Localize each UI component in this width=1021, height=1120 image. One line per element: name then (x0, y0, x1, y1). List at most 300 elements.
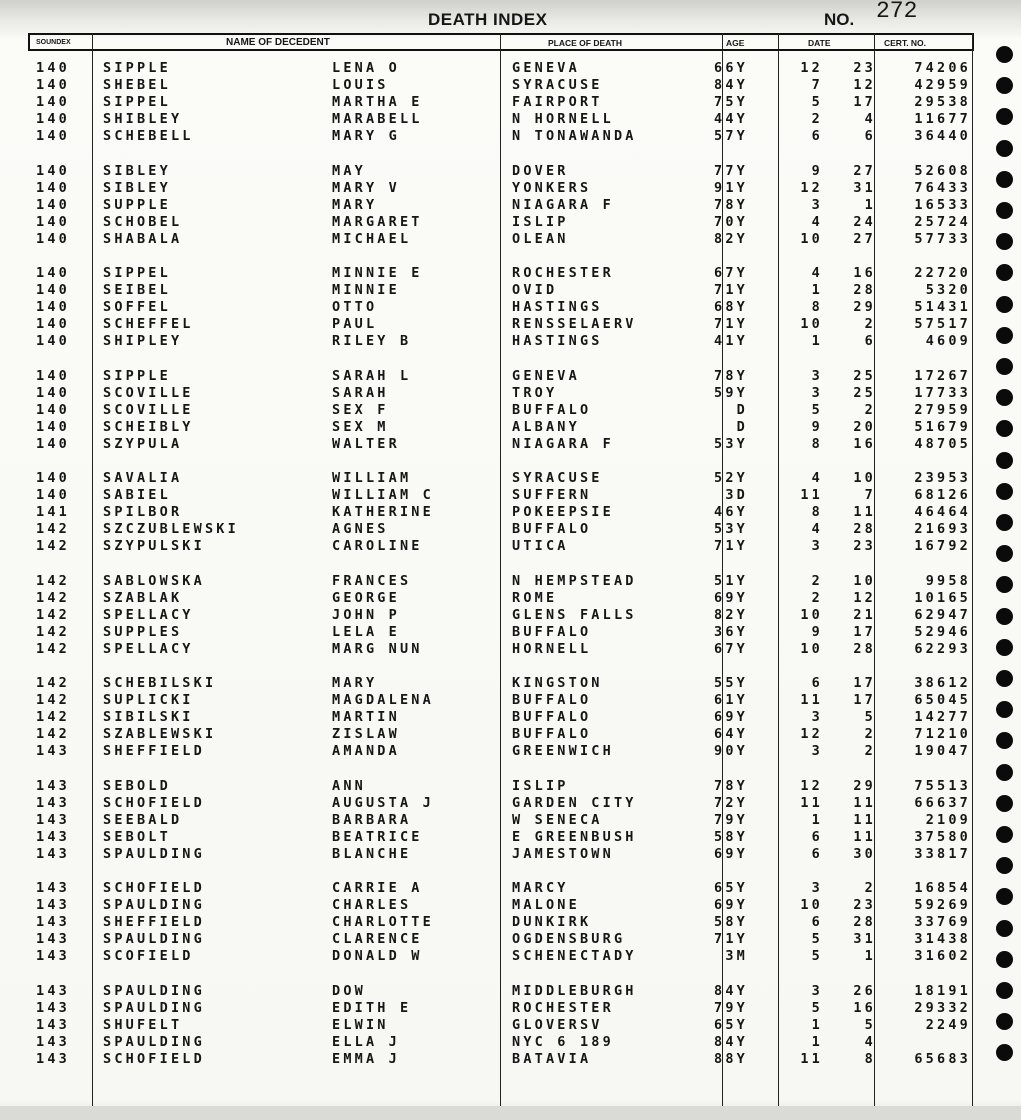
cell-place: RENSSELAERV (512, 316, 637, 333)
cell-cert: 21693 (914, 521, 971, 538)
cell-place: GLOVERSV (512, 1016, 603, 1033)
cell-given: AUGUSTA J (332, 794, 434, 811)
cell-day: 20 (853, 418, 876, 435)
cell-month: 6 (811, 914, 823, 931)
cell-day: 23 (853, 897, 876, 914)
cell-day: 28 (853, 282, 876, 299)
cell-given: MARGARET (332, 213, 423, 230)
feed-hole (996, 327, 1013, 344)
cell-day: 17 (853, 623, 876, 640)
table-row (0, 470, 1021, 487)
cell-cert: 37580 (914, 828, 971, 845)
cell-place: HORNELL (512, 640, 592, 657)
cell-age: 3D (725, 487, 748, 504)
cell-soundex: 142 (36, 726, 70, 743)
cell-age: 57Y (714, 128, 748, 145)
cell-age: 75Y (714, 94, 748, 111)
cell-soundex: 140 (36, 162, 70, 179)
cell-soundex: 140 (36, 316, 70, 333)
cell-month: 3 (811, 538, 823, 555)
cell-day: 28 (853, 640, 876, 657)
cell-day: 29 (853, 299, 876, 316)
cell-given: EDITH E (332, 999, 412, 1016)
cell-surname: SCHEIBLY (103, 418, 194, 435)
cell-age: 84Y (714, 982, 748, 999)
cell-surname: SHIPLEY (103, 333, 183, 350)
cell-day: 28 (853, 521, 876, 538)
table-row (0, 846, 1021, 863)
table-row (0, 931, 1021, 948)
cell-month: 6 (811, 845, 823, 862)
cell-day: 27 (853, 162, 876, 179)
cell-age: 84Y (714, 1033, 748, 1050)
cell-place: SCHENECTADY (512, 948, 637, 965)
cell-given: AMANDA (332, 743, 400, 760)
cell-month: 2 (811, 111, 823, 128)
cell-place: ALBANY (512, 418, 580, 435)
cell-month: 10 (800, 230, 823, 247)
cell-month: 1 (811, 282, 823, 299)
cell-month: 6 (811, 675, 823, 691)
cell-given: SARAH (332, 384, 389, 401)
cell-age: 53Y (714, 521, 748, 538)
cell-cert: 17733 (914, 384, 971, 401)
cell-month: 3 (811, 384, 823, 401)
cell-cert: 65683 (914, 1050, 971, 1067)
cell-day: 10 (853, 470, 876, 486)
cell-age: 88Y (714, 1050, 748, 1067)
cell-place: KINGSTON (512, 675, 603, 691)
cell-age: 82Y (714, 606, 748, 623)
cell-month: 8 (811, 504, 823, 521)
col-header-soundex: SOUNDEX (36, 39, 71, 46)
cell-soundex: 140 (36, 77, 70, 94)
cell-cert: 17267 (914, 367, 971, 384)
cell-surname: SZYPULA (103, 435, 183, 452)
cell-place: SUFFERN (512, 487, 592, 504)
cell-place: W SENECA (512, 811, 603, 828)
cell-day: 5 (864, 1016, 876, 1033)
feed-hole (996, 826, 1013, 843)
col-header-name: NAME OF DECEDENT (226, 37, 330, 48)
col-header-date: DATE (808, 38, 831, 48)
cell-month: 2 (811, 572, 823, 589)
cell-day: 6 (864, 333, 876, 350)
cell-cert: 71210 (914, 726, 971, 743)
cell-cert: 16854 (914, 880, 971, 896)
cell-month: 11 (800, 487, 823, 504)
cell-age: 84Y (714, 77, 748, 94)
cell-age: 82Y (714, 230, 748, 247)
cell-age: 3M (725, 948, 748, 965)
feed-hole (996, 857, 1013, 874)
cell-month: 7 (811, 77, 823, 94)
cell-surname: SZYPULSKI (103, 538, 205, 555)
cell-given: MARTHA E (332, 94, 423, 111)
cell-soundex: 140 (36, 230, 70, 247)
table-row (0, 607, 1021, 624)
cell-day: 1 (864, 948, 876, 965)
cell-cert: 14277 (914, 709, 971, 726)
cell-month: 3 (811, 982, 823, 999)
cell-place: BUFFALO (512, 401, 592, 418)
cell-month: 4 (811, 265, 823, 281)
cell-day: 2 (864, 880, 876, 896)
cell-soundex: 143 (36, 982, 70, 999)
cell-cert: 42959 (914, 77, 971, 94)
cell-day: 29 (853, 777, 876, 794)
cell-month: 10 (800, 897, 823, 914)
cell-given: MINNIE (332, 282, 400, 299)
cell-cert: 74206 (914, 60, 971, 76)
cell-soundex: 140 (36, 94, 70, 111)
cell-place: POKEEPSIE (512, 504, 614, 521)
cell-day: 2 (864, 743, 876, 760)
cell-age: 64Y (714, 726, 748, 743)
cell-age: 69Y (714, 709, 748, 726)
cell-day: 16 (853, 265, 876, 281)
table-row (0, 521, 1021, 538)
cell-cert: 59269 (914, 897, 971, 914)
feed-hole (996, 576, 1013, 593)
table-row (0, 983, 1021, 1000)
cell-day: 7 (864, 487, 876, 504)
cell-age: 71Y (714, 538, 748, 555)
page-number: 272 (876, 0, 918, 24)
cell-soundex: 142 (36, 521, 70, 538)
cell-age: 71Y (714, 282, 748, 299)
cell-day: 24 (853, 213, 876, 230)
page-title: DEATH INDEX (428, 10, 548, 29)
cell-soundex: 143 (36, 777, 70, 794)
cell-given: PAUL (332, 316, 378, 333)
cell-age: 58Y (714, 828, 748, 845)
feed-hole (996, 483, 1013, 500)
cell-day: 11 (853, 504, 876, 521)
cell-cert: 22720 (914, 265, 971, 281)
cell-cert: 52608 (914, 162, 971, 179)
cell-age: 68Y (714, 299, 748, 316)
cell-soundex: 143 (36, 914, 70, 931)
cell-month: 11 (800, 1050, 823, 1067)
cell-month: 2 (811, 589, 823, 606)
cell-given: MARY G (332, 128, 400, 145)
cell-place: GENEVA (512, 367, 580, 384)
cell-given: MAY (332, 162, 366, 179)
feed-hole (996, 951, 1013, 968)
cell-day: 17 (853, 675, 876, 691)
cell-given: ZISLAW (332, 726, 400, 743)
cell-soundex: 143 (36, 999, 70, 1016)
cell-given: ELWIN (332, 1016, 389, 1033)
cell-cert: 46464 (914, 504, 971, 521)
cell-place: ISLIP (512, 777, 569, 794)
cell-soundex: 143 (36, 828, 70, 845)
cell-age: 79Y (714, 811, 748, 828)
cell-soundex: 140 (36, 265, 70, 281)
cell-given: MAGDALENA (332, 692, 434, 709)
table-row (0, 385, 1021, 402)
table-row (0, 504, 1021, 521)
cell-day: 17 (853, 94, 876, 111)
cell-day: 11 (853, 828, 876, 845)
feed-hole (996, 452, 1013, 469)
cell-soundex: 143 (36, 1050, 70, 1067)
cell-age: 58Y (714, 914, 748, 931)
cell-month: 4 (811, 213, 823, 230)
cell-place: NIAGARA F (512, 435, 614, 452)
feed-hole (996, 296, 1013, 313)
cell-place: ISLIP (512, 213, 569, 230)
cell-place: BATAVIA (512, 1050, 592, 1067)
cell-day: 11 (853, 794, 876, 811)
cell-place: ROCHESTER (512, 265, 614, 281)
cell-given: LELA E (332, 623, 400, 640)
feed-hole (996, 233, 1013, 250)
cell-cert: 5320 (925, 282, 971, 299)
cell-day: 4 (864, 111, 876, 128)
cell-place: JAMESTOWN (512, 845, 614, 862)
table-row (0, 94, 1021, 111)
cell-month: 10 (800, 606, 823, 623)
cell-surname: SHEBEL (103, 77, 171, 94)
table-row (0, 487, 1021, 504)
table-row (0, 692, 1021, 709)
col-header-place: PLACE OF DEATH (548, 38, 622, 48)
cell-cert: 62947 (914, 606, 971, 623)
feed-hole (996, 202, 1013, 219)
table-row (0, 402, 1021, 419)
cell-place: BUFFALO (512, 692, 592, 709)
table-row (0, 829, 1021, 846)
cell-surname: SZABLEWSKI (103, 726, 217, 743)
cell-day: 23 (853, 538, 876, 555)
cell-surname: SCHOFIELD (103, 880, 205, 896)
feed-hole (996, 545, 1013, 562)
cell-day: 12 (853, 77, 876, 94)
cell-soundex: 143 (36, 880, 70, 896)
cell-surname: SEBOLD (103, 777, 171, 794)
cell-surname: SOFFEL (103, 299, 171, 316)
cell-month: 12 (800, 179, 823, 196)
cell-place: ROME (512, 589, 558, 606)
cell-soundex: 143 (36, 1033, 70, 1050)
cell-surname: SABIEL (103, 487, 171, 504)
cell-place: GLENS FALLS (512, 606, 637, 623)
cell-month: 9 (811, 623, 823, 640)
cell-age: 51Y (714, 572, 748, 589)
cell-given: LOUIS (332, 77, 389, 94)
cell-surname: SPAULDING (103, 897, 205, 914)
feed-hole (996, 171, 1013, 188)
table-row (0, 214, 1021, 231)
cell-age: 55Y (714, 675, 748, 691)
cell-age: 65Y (714, 1016, 748, 1033)
cell-given: FRANCES (332, 572, 412, 589)
cell-cert: 23953 (914, 470, 971, 486)
cell-given: CHARLES (332, 897, 412, 914)
cell-place: OGDENSBURG (512, 931, 626, 948)
cell-month: 10 (800, 316, 823, 333)
cell-month: 6 (811, 828, 823, 845)
cell-given: AGNES (332, 521, 389, 538)
cell-cert: 66637 (914, 794, 971, 811)
cell-surname: SHEFFIELD (103, 914, 205, 931)
feed-hole (996, 982, 1013, 999)
feed-hole (996, 1044, 1013, 1061)
cell-age: 67Y (714, 265, 748, 281)
cell-soundex: 140 (36, 299, 70, 316)
feed-hole (996, 795, 1013, 812)
cell-soundex: 143 (36, 811, 70, 828)
table-row (0, 624, 1021, 641)
cell-soundex: 143 (36, 794, 70, 811)
cell-place: SYRACUSE (512, 77, 603, 94)
cell-surname: SHIBLEY (103, 111, 183, 128)
feed-hole (996, 420, 1013, 437)
cell-soundex: 140 (36, 282, 70, 299)
feed-hole (996, 670, 1013, 687)
cell-cert: 57733 (914, 230, 971, 247)
cell-soundex: 143 (36, 1016, 70, 1033)
cell-soundex: 140 (36, 470, 70, 486)
feed-hole (996, 77, 1013, 94)
cell-soundex: 140 (36, 401, 70, 418)
cell-place: N HEMPSTEAD (512, 572, 637, 589)
cell-surname: SPAULDING (103, 1033, 205, 1050)
cell-age: 65Y (714, 880, 748, 896)
cell-day: 25 (853, 384, 876, 401)
cell-given: MARABELL (332, 111, 423, 128)
cell-cert: 33817 (914, 845, 971, 862)
cell-soundex: 140 (36, 179, 70, 196)
cell-age: 69Y (714, 897, 748, 914)
cell-day: 2 (864, 316, 876, 333)
cell-soundex: 143 (36, 897, 70, 914)
cell-soundex: 140 (36, 435, 70, 452)
cell-day: 25 (853, 367, 876, 384)
cell-month: 11 (800, 794, 823, 811)
cell-given: CARRIE A (332, 880, 423, 896)
table-row (0, 180, 1021, 197)
cell-given: MARY V (332, 179, 400, 196)
table-row (0, 1000, 1021, 1017)
feed-hole (996, 140, 1013, 157)
cell-day: 26 (853, 982, 876, 999)
cell-given: MARTIN (332, 709, 400, 726)
cell-cert: 75513 (914, 777, 971, 794)
cell-given: SARAH L (332, 367, 412, 384)
cell-given: SEX M (332, 418, 389, 435)
table-row (0, 743, 1021, 760)
cell-age: 78Y (714, 367, 748, 384)
cell-month: 3 (811, 743, 823, 760)
table-row (0, 812, 1021, 829)
cell-given: MINNIE E (332, 265, 423, 281)
cell-given: DOW (332, 982, 366, 999)
cell-place: BUFFALO (512, 623, 592, 640)
cell-month: 5 (811, 999, 823, 1016)
cell-surname: SUPLICKI (103, 692, 194, 709)
cell-soundex: 141 (36, 504, 70, 521)
feed-hole (996, 888, 1013, 905)
cell-surname: SCHEBELL (103, 128, 194, 145)
cell-age: D (736, 401, 748, 418)
cell-surname: SIPPEL (103, 265, 171, 281)
cell-given: GEORGE (332, 589, 400, 606)
cell-soundex: 142 (36, 675, 70, 691)
cell-age: 91Y (714, 179, 748, 196)
cell-month: 3 (811, 196, 823, 213)
table-row (0, 897, 1021, 914)
cell-day: 17 (853, 692, 876, 709)
feed-hole (996, 514, 1013, 531)
cell-surname: SPAULDING (103, 931, 205, 948)
cell-surname: SUPPLES (103, 623, 183, 640)
cell-age: 78Y (714, 196, 748, 213)
cell-place: HASTINGS (512, 333, 603, 350)
cell-soundex: 142 (36, 640, 70, 657)
cell-soundex: 140 (36, 487, 70, 504)
table-row (0, 60, 1021, 77)
cell-cert: 52946 (914, 623, 971, 640)
cell-month: 3 (811, 709, 823, 726)
cell-soundex: 142 (36, 623, 70, 640)
cell-age: 70Y (714, 213, 748, 230)
table-row (0, 231, 1021, 248)
feed-hole (996, 732, 1013, 749)
cell-surname: SHUFELT (103, 1016, 183, 1033)
cell-place: OVID (512, 282, 558, 299)
cell-age: 66Y (714, 60, 748, 76)
feed-hole (996, 764, 1013, 781)
table-row (0, 914, 1021, 931)
cell-cert: 68126 (914, 487, 971, 504)
table-row (0, 128, 1021, 145)
cell-day: 30 (853, 845, 876, 862)
cell-cert: 38612 (914, 675, 971, 691)
cell-surname: SPELLACY (103, 606, 194, 623)
cell-month: 12 (800, 777, 823, 794)
cell-given: JOHN P (332, 606, 400, 623)
cell-month: 4 (811, 470, 823, 486)
cell-day: 5 (864, 709, 876, 726)
cell-surname: SHEFFIELD (103, 743, 205, 760)
cell-age: 44Y (714, 111, 748, 128)
cell-place: FAIRPORT (512, 94, 603, 111)
cell-soundex: 142 (36, 589, 70, 606)
table-row (0, 265, 1021, 282)
cell-day: 21 (853, 606, 876, 623)
cell-surname: SPAULDING (103, 845, 205, 862)
cell-day: 16 (853, 999, 876, 1016)
page-number-label: NO. (824, 10, 855, 29)
cell-given: MICHAEL (332, 230, 412, 247)
cell-place: TROY (512, 384, 558, 401)
page-bottom-edge (0, 1106, 1021, 1120)
cell-age: 52Y (714, 470, 748, 486)
cell-place: OLEAN (512, 230, 569, 247)
cell-surname: SCHEBILSKI (103, 675, 217, 691)
cell-age: 69Y (714, 589, 748, 606)
table-row (0, 795, 1021, 812)
feed-hole (996, 389, 1013, 406)
cell-soundex: 142 (36, 606, 70, 623)
cell-place: MARCY (512, 880, 569, 896)
cell-given: CLARENCE (332, 931, 423, 948)
table-row (0, 163, 1021, 180)
table-row (0, 1051, 1021, 1068)
